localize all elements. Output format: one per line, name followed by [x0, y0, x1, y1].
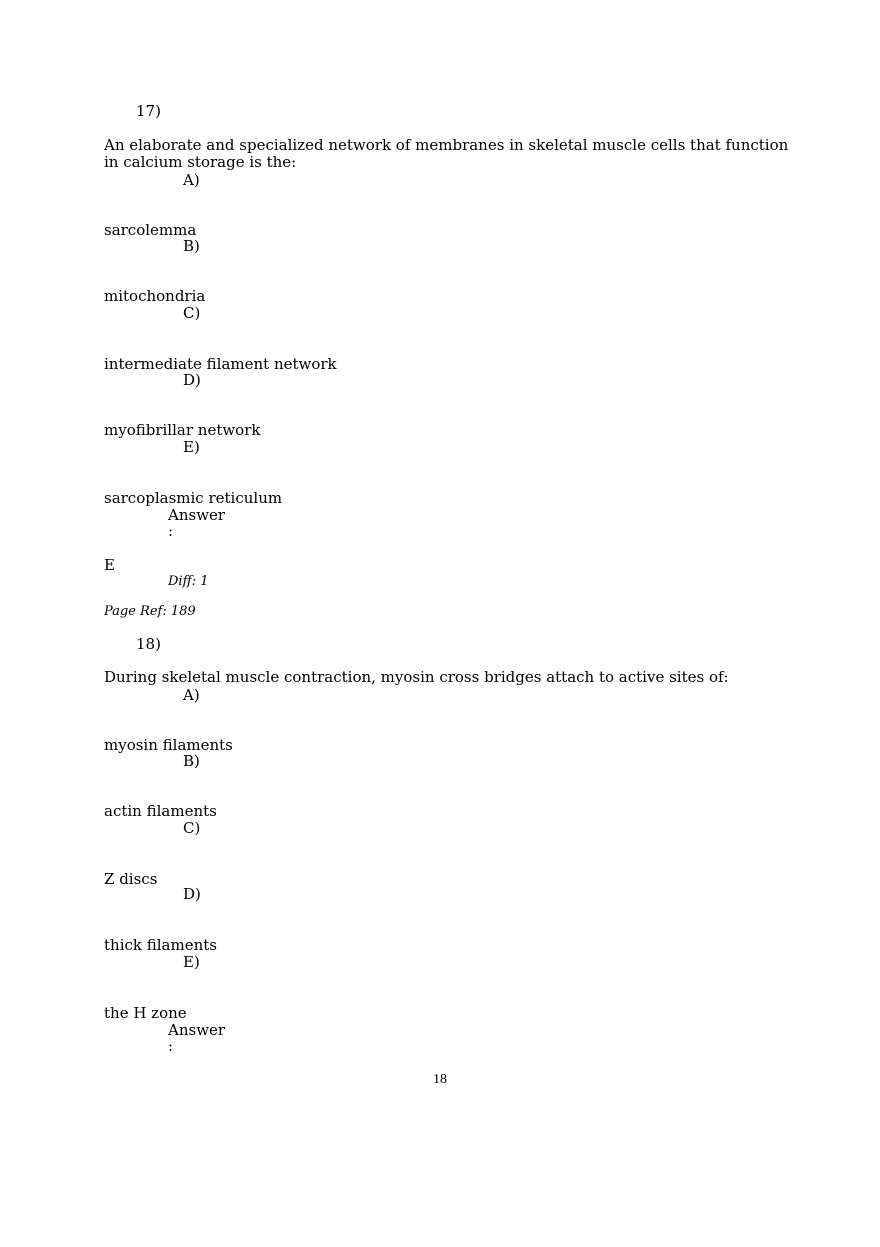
option-letter-d: D) [183, 371, 201, 389]
answer-value: E [104, 556, 115, 574]
page-number: 18 [433, 1072, 447, 1087]
page-ref: Page Ref: 189 [104, 604, 196, 619]
option-letter-e: E) [183, 953, 200, 971]
question-text-line2: in calcium storage is the: [104, 153, 297, 171]
option-text-b: actin filaments [104, 802, 217, 820]
question-number: 18) [136, 635, 161, 653]
option-letter-d: D) [183, 885, 201, 903]
option-text-d: thick filaments [104, 936, 217, 954]
difficulty: Diff: 1 [168, 574, 209, 589]
option-letter-e: E) [183, 438, 200, 456]
option-text-b: mitochondria [104, 287, 206, 305]
option-text-a: myosin filaments [104, 736, 233, 754]
option-letter-a: A) [183, 686, 200, 704]
option-letter-c: C) [183, 819, 201, 837]
question-text-line1: During skeletal muscle contraction, myosin cross bridges attach to active sites of: [104, 668, 729, 686]
answer-colon: : [168, 522, 174, 540]
option-text-a: sarcolemma [104, 221, 197, 239]
question-number: 17) [136, 102, 161, 120]
option-text-c: Z discs [104, 870, 158, 888]
option-letter-c: C) [183, 304, 201, 322]
option-text-c: intermediate filament network [104, 355, 337, 373]
answer-label: Answer [168, 1021, 226, 1039]
option-text-e: sarcoplasmic reticulum [104, 489, 283, 507]
answer-colon: : [168, 1037, 174, 1055]
option-text-d: myofibrillar network [104, 421, 261, 439]
question-text-line1: An elaborate and specialized network of membranes in skeletal muscle cells that function [104, 136, 789, 154]
answer-label: Answer [168, 506, 226, 524]
option-letter-a: A) [183, 171, 200, 189]
option-letter-b: B) [183, 237, 200, 255]
option-letter-b: B) [183, 752, 200, 770]
option-text-e: the H zone [104, 1004, 187, 1022]
